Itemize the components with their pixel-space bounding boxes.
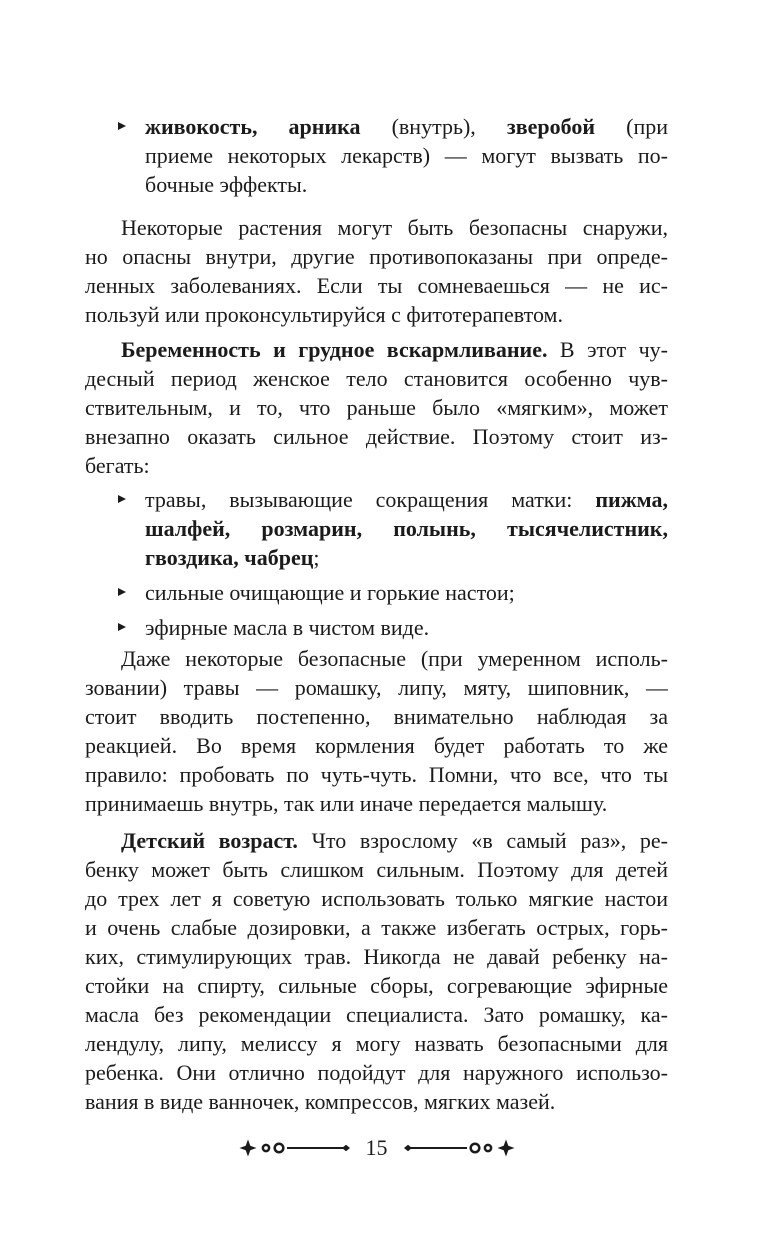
text-run: ребенка. Они отлично подойдут для наружного использо-	[85, 1060, 668, 1085]
text-run: вания в виде ванночек, компрессов, мягких мазей.	[85, 1089, 556, 1114]
text-run: десный период женское тело становится особенно чув-	[85, 366, 668, 391]
text-run: правило: пробовать по чуть-чуть. Помни, что все, что ты	[85, 762, 668, 787]
text-run: стоит вводить постепенно, внимательно наблюдая за	[85, 704, 668, 729]
text-run: и очень слабые дозировки, а также избегать острых, горь-	[85, 915, 668, 940]
text-run: пользуй или проконсультируйся с фитотерапевтом.	[85, 302, 563, 327]
page-footer	[85, 1133, 668, 1162]
text-run: Что взрослому «в самый раз», ре-	[297, 828, 668, 853]
text-run: до трех лет я советую использовать только мягкие настои	[85, 886, 668, 911]
list-item	[85, 578, 668, 607]
text-run: ких, стимулирующих трав. Никогда не давай ребенку на-	[85, 944, 668, 969]
text-line	[85, 300, 668, 329]
text-run: Даже некоторые безопасные (при умеренном исполь-	[121, 646, 668, 671]
list-item	[85, 613, 668, 642]
text-line	[85, 393, 668, 422]
text-line	[145, 170, 668, 199]
text-run: (при	[595, 114, 668, 139]
bold-text-run: пижма,	[595, 487, 668, 512]
text-run: травы, вызывающие сокращения матки:	[145, 487, 596, 512]
text-line	[85, 884, 668, 913]
text-line	[85, 1000, 668, 1029]
text-run: (внутрь),	[360, 114, 507, 139]
text-line	[85, 271, 668, 300]
bold-text-run: зверобой	[506, 114, 596, 139]
paragraph	[85, 213, 668, 329]
text-run: ленных заболеваниях. Если ты сомневаешься — не ис-	[85, 273, 668, 298]
text-line	[85, 731, 668, 760]
bold-text-run: Детский возраст.	[121, 828, 298, 853]
text-run: приеме некоторых лекарств) — могут вызвать по-	[145, 143, 668, 168]
text-run: принимаешь внутрь, так или иначе передается малышу.	[85, 791, 608, 816]
text-line	[85, 855, 668, 884]
list-item	[85, 112, 668, 199]
text-line	[85, 213, 668, 242]
text-line	[85, 644, 668, 673]
bold-text-run: живокость, арника	[145, 114, 361, 139]
text-run: ;	[313, 545, 320, 570]
bullet-icon	[118, 122, 126, 130]
paragraph	[85, 335, 668, 480]
bullet-icon	[118, 623, 126, 631]
text-line	[85, 760, 668, 789]
bold-text-run: Беременность и грудное вскармливание.	[121, 337, 548, 362]
text-line	[85, 451, 668, 480]
text-line	[85, 702, 668, 731]
text-line	[85, 942, 668, 971]
text-run: стойки на спирту, сильные сборы, согревающие эфирные	[85, 973, 668, 998]
text-line	[85, 1029, 668, 1058]
bold-text-run: гвоздика, чабрец	[145, 545, 314, 570]
paragraph	[85, 644, 668, 818]
text-line	[145, 543, 668, 572]
text-run: ствительным, и то, что раньше было «мягким», может	[85, 395, 668, 420]
text-line	[145, 141, 668, 170]
text-run: лендулу, липу, мелиссу я могу назвать безопасными для	[85, 1031, 668, 1056]
paragraph	[85, 826, 668, 1116]
text-run: сильные очищающие и горькие настои;	[145, 580, 515, 605]
footer-ornament-left-icon	[239, 1139, 351, 1157]
text-run: внезапно оказать сильное действие. Поэтому стоит из-	[85, 424, 668, 449]
page-number: 15	[365, 1135, 388, 1160]
text-line	[85, 242, 668, 271]
text-run: зовании) травы — ромашку, липу, мяту, шиповник, —	[85, 675, 668, 700]
text-run: реакцией. Во время кормления будет работать то же	[85, 733, 668, 758]
text-line	[85, 335, 668, 364]
text-line	[85, 673, 668, 702]
footer-ornament-right-icon	[403, 1139, 515, 1157]
list-item	[85, 485, 668, 572]
text-run: но опасны внутри, другие противопоказаны при опреде-	[85, 244, 668, 269]
text-run: эфирные масла в чистом виде.	[145, 615, 430, 640]
text-line	[85, 1087, 668, 1116]
text-run: бенку может быть слишком сильным. Поэтому для детей	[85, 857, 668, 882]
text-run: В этот чу-	[547, 337, 668, 362]
text-line	[85, 422, 668, 451]
bold-text-run: шалфей, розмарин, полынь, тысячелистник,	[145, 516, 668, 541]
text-run: бочные эффекты.	[145, 172, 308, 197]
text-line	[85, 364, 668, 393]
text-run: бегать:	[85, 453, 150, 478]
text-line	[85, 826, 668, 855]
text-line	[85, 971, 668, 1000]
page-text	[85, 112, 668, 1116]
text-line	[85, 1058, 668, 1087]
text-line	[145, 112, 668, 141]
text-run: Некоторые растения могут быть безопасны снаружи,	[121, 215, 668, 240]
text-run: масла без рекомендации специалиста. Зато ромашку, ка-	[85, 1002, 668, 1027]
text-line	[145, 485, 668, 514]
text-line	[145, 578, 668, 607]
text-line	[85, 789, 668, 818]
text-line	[145, 514, 668, 543]
text-line	[145, 613, 668, 642]
bullet-icon	[118, 588, 126, 596]
text-line	[85, 913, 668, 942]
bullet-icon	[118, 495, 126, 503]
